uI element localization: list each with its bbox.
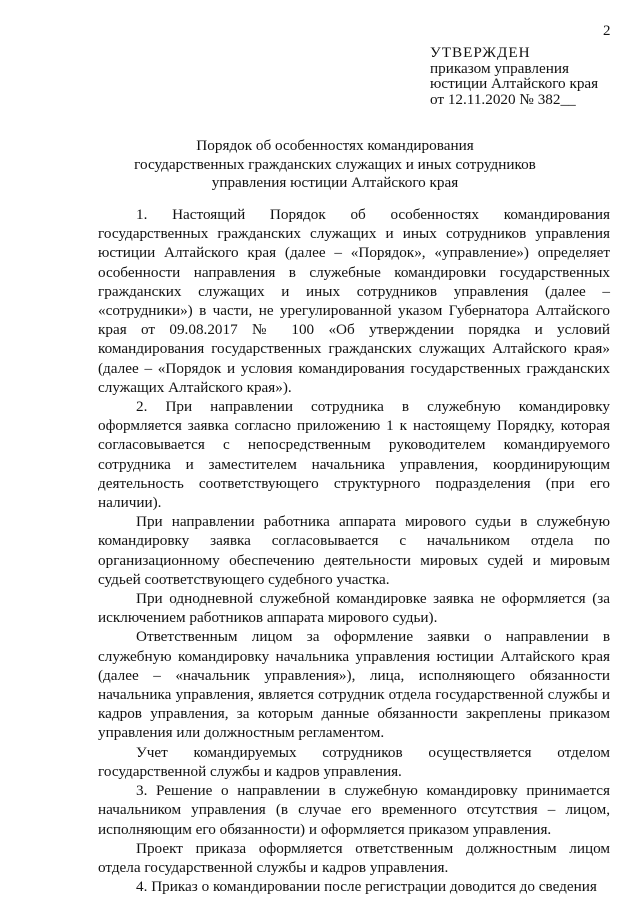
document-title [60, 137, 610, 193]
approval-heading: УТВЕРЖДЕН [430, 44, 531, 61]
paragraph-7: 3. Решение о направлении в служебную командировку принимается начальником управления (в случае его временного отсутствия – лицом, исполняющим его обязанности) и оформляется приказом управления. [98, 782, 610, 838]
page-number: 2 [603, 23, 611, 39]
paragraph-3: При направлении работника аппарата мирового судьи в служебную командировку заявка согласовывается с начальником отдела по организационному обеспечению деятельности мировых судей и мировым судьей соответствующего судебного участка. [98, 513, 610, 588]
paragraph-1: 1. Настоящий Порядок об особенностях командирования государственных гражданских служащих и иных сотрудников управления юстиции Алтайского края (далее – «Порядок», «управление») определяет особенности направления в служебные командировки государственных гражданских служащих и иных сотрудников управления (далее – «сотрудники») в части, не урегулированной указом Губернатора Алтайского края от 09.08.2017 № 100 «Об утверждении порядка и условий командирования государственных гражданских служащих Алтайского края» (далее – «Порядок и условия командирования государственных гражданских служащих Алтайского края»). [98, 206, 610, 396]
paragraph-2: 2. При направлении сотрудника в служебную командировку оформляется заявка согласно приложению 1 к настоящему Порядку, которая согласовывается с непосредственным руководителем командируемого сотрудника и заместителем начальника управления, координирующим деятельность соответствующего структурного подразделения (при его наличии). [98, 398, 610, 512]
document-body [98, 205, 610, 896]
approval-stamp [430, 45, 598, 107]
title-line-1: Порядок об особенностях командирования [196, 137, 474, 154]
paragraph-4: При однодневной служебной командировке заявка не оформляется (за исключением работников аппарата мирового судьи). [98, 590, 610, 627]
paragraph-5: Ответственным лицом за оформление заявки о направлении в служебную командировку начальника управления юстиции Алтайского края (далее – «начальник управления»), лица, исполняющего обязанности начальника управления, является сотрудник отдела государственной службы и кадров управления, за которым данные обязанности закреплены приказом управления или должностным регламентом. [98, 628, 610, 742]
approval-line-2: юстиции Алтайского края [430, 75, 599, 92]
approval-line-1: приказом управления [430, 59, 569, 77]
paragraph-9: 4. Приказ о командировании после регистрации доводится до сведения [136, 878, 597, 896]
title-line-2: государственных гражданских служащих и иных сотрудников [134, 155, 536, 173]
paragraph-6: Учет командируемых сотрудников осуществляется отделом государственной службы и кадров управления. [98, 743, 610, 780]
paragraph-8: Проект приказа оформляется ответственным должностным лицом отдела государственной службы и кадров управления. [98, 839, 610, 876]
approval-line-3: от 12.11.2020 № 382__ [430, 90, 576, 108]
title-line-3: управления юстиции Алтайского края [211, 174, 459, 191]
